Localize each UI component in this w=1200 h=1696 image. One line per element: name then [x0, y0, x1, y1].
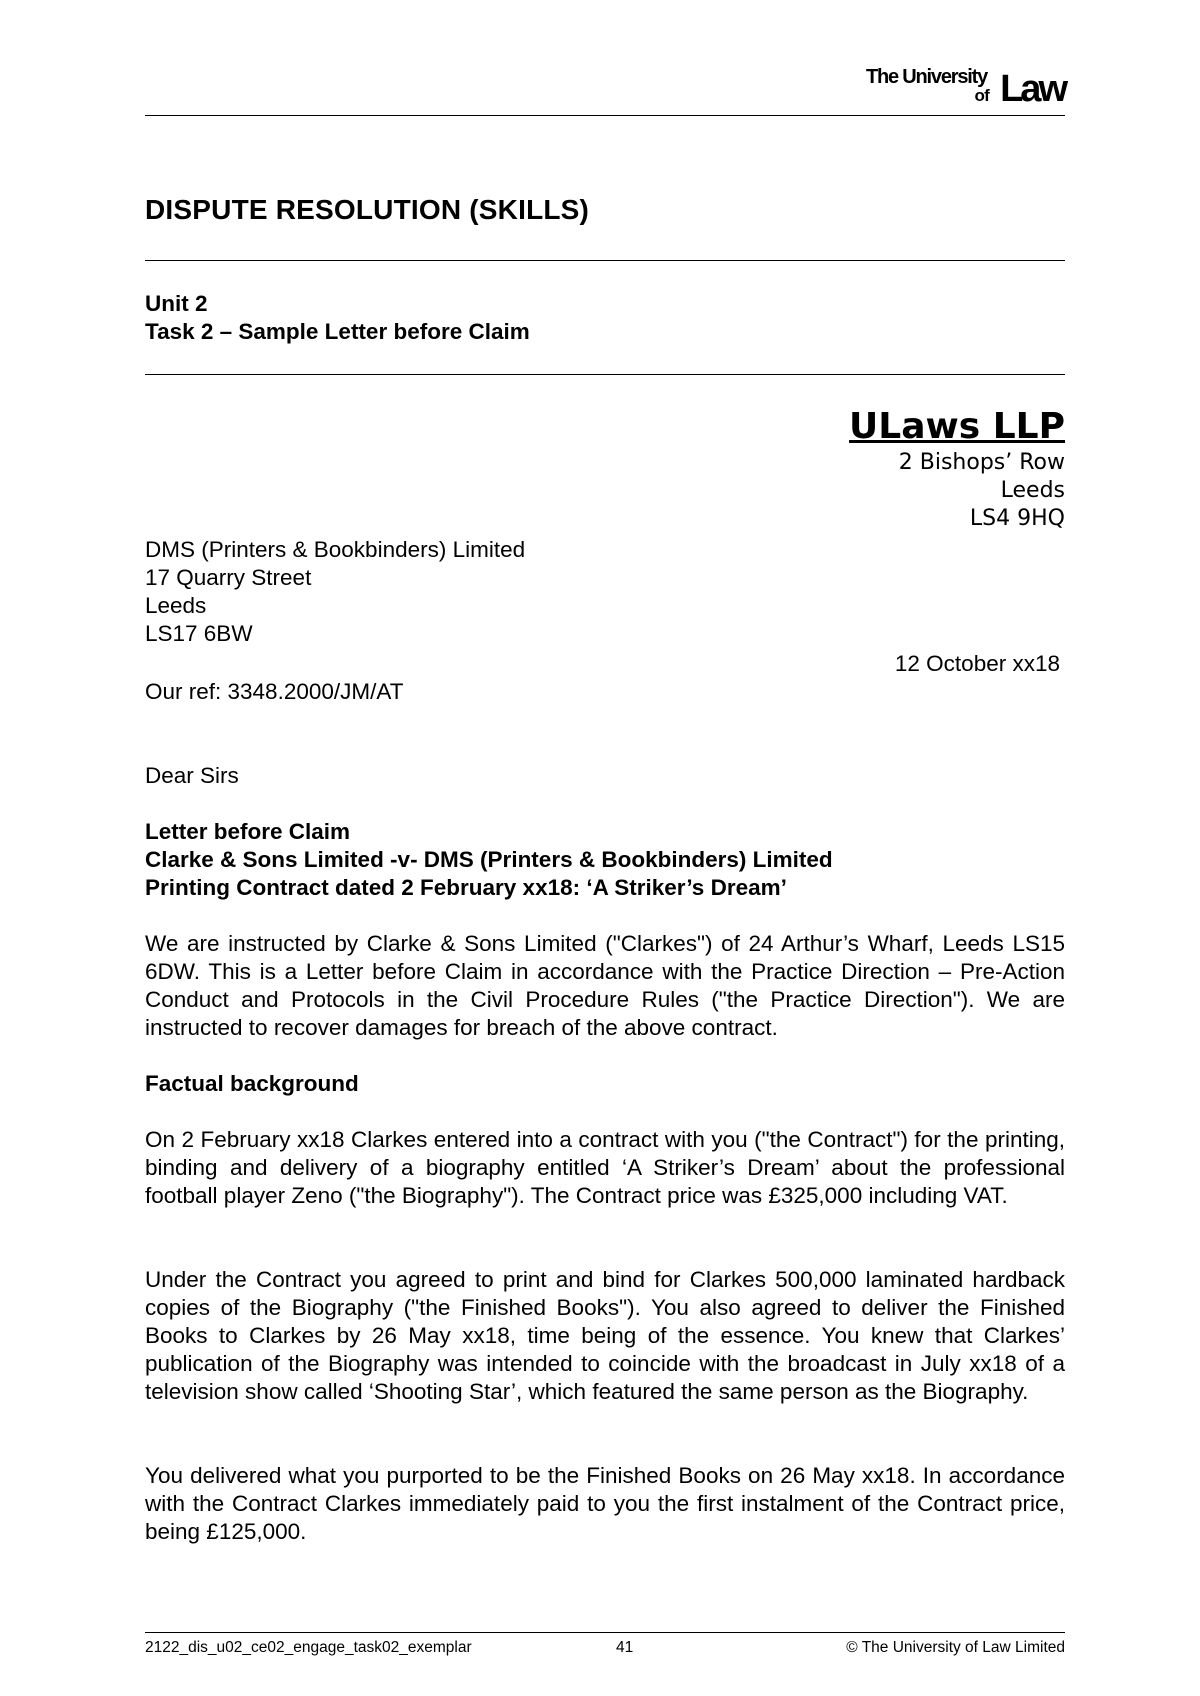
subject-line: Clarke & Sons Limited -v- DMS (Printers & Bookbinders) Limited: [145, 847, 833, 872]
footer-copyright: © The University of Law Limited: [846, 1639, 1065, 1656]
logo-line-3: Law: [1000, 68, 1065, 110]
intro-paragraph: We are instructed by Clarke & Sons Limited ("Clarkes") of 24 Arthur’s Wharf, Leeds LS15 6DW. This is a Letter before Claim in accordance with the Practice Direction – Pre-Action Conduct and Protocols in the Civil Procedure Rules ("the Practice Direction"). We are instructed to recover damages for breach of the above contract.: [145, 931, 1065, 1040]
subject-line: Printing Contract dated 2 February xx18: ‘A Striker’s Dream’: [145, 875, 787, 900]
sender-address-line: Leeds: [1000, 478, 1065, 503]
recipient-address-line: DMS (Printers & Bookbinders) Limited: [145, 537, 526, 562]
university-logo: [855, 66, 1065, 110]
sender-firm-name: ULaws LLP: [849, 406, 1065, 447]
recipient-address-line: LS17 6BW: [145, 621, 253, 646]
unit-label: Unit 2: [145, 291, 208, 316]
logo-line-1: The University: [865, 66, 987, 88]
sender-address-line: LS4 9HQ: [969, 506, 1065, 531]
letter-date: 12 October xx18: [894, 651, 1060, 676]
task-divider: [145, 374, 1065, 375]
recipient-address-line: Leeds: [145, 593, 207, 618]
subject-line: Letter before Claim: [145, 819, 351, 844]
body-paragraph: On 2 February xx18 Clarkes entered into a contract with you ("the Contract") for the printing, binding and delivery of a biography entitled ‘A Striker’s Dream’ about the professional football player Zeno ("the Biography"). The Contract price was £325,000 including VAT.: [145, 1127, 1065, 1208]
sender-address-line: 2 Bishops’ Row: [898, 450, 1065, 475]
document-title: DISPUTE RESOLUTION (SKILLS): [145, 194, 590, 225]
reference-line: Our ref: 3348.2000/JM/AT: [145, 679, 404, 704]
sender-block: [849, 405, 1065, 533]
footer-divider: [145, 1632, 1065, 1633]
salutation: Dear Sirs: [145, 763, 239, 788]
header-divider: [145, 115, 1065, 116]
task-label: Task 2 – Sample Letter before Claim: [145, 319, 530, 344]
page-number: 41: [616, 1639, 634, 1656]
body-paragraph: You delivered what you purported to be the Finished Books on 26 May xx18. In accordance with the Contract Clarkes immediately paid to you the first instalment of the Contract price, being £125,000.: [145, 1463, 1065, 1544]
body-paragraph: Under the Contract you agreed to print and bind for Clarkes 500,000 laminated hardback copies of the Biography ("the Finished Books"). You also agreed to deliver the Finished Books to Clarkes by 26 May xx18, time being of the essence. You knew that Clarkes’ publication of the Biography was intended to coincide with the broadcast in July xx18 of a television show called ‘Shooting Star’, which featured the same person as the Biography.: [145, 1267, 1065, 1404]
footer-filename: 2122_dis_u02_ce02_engage_task02_exemplar: [145, 1639, 472, 1656]
logo-line-2: of: [974, 86, 989, 105]
section-heading: Factual background: [145, 1071, 359, 1096]
title-divider: [145, 260, 1065, 261]
recipient-address-line: 17 Quarry Street: [145, 565, 312, 590]
